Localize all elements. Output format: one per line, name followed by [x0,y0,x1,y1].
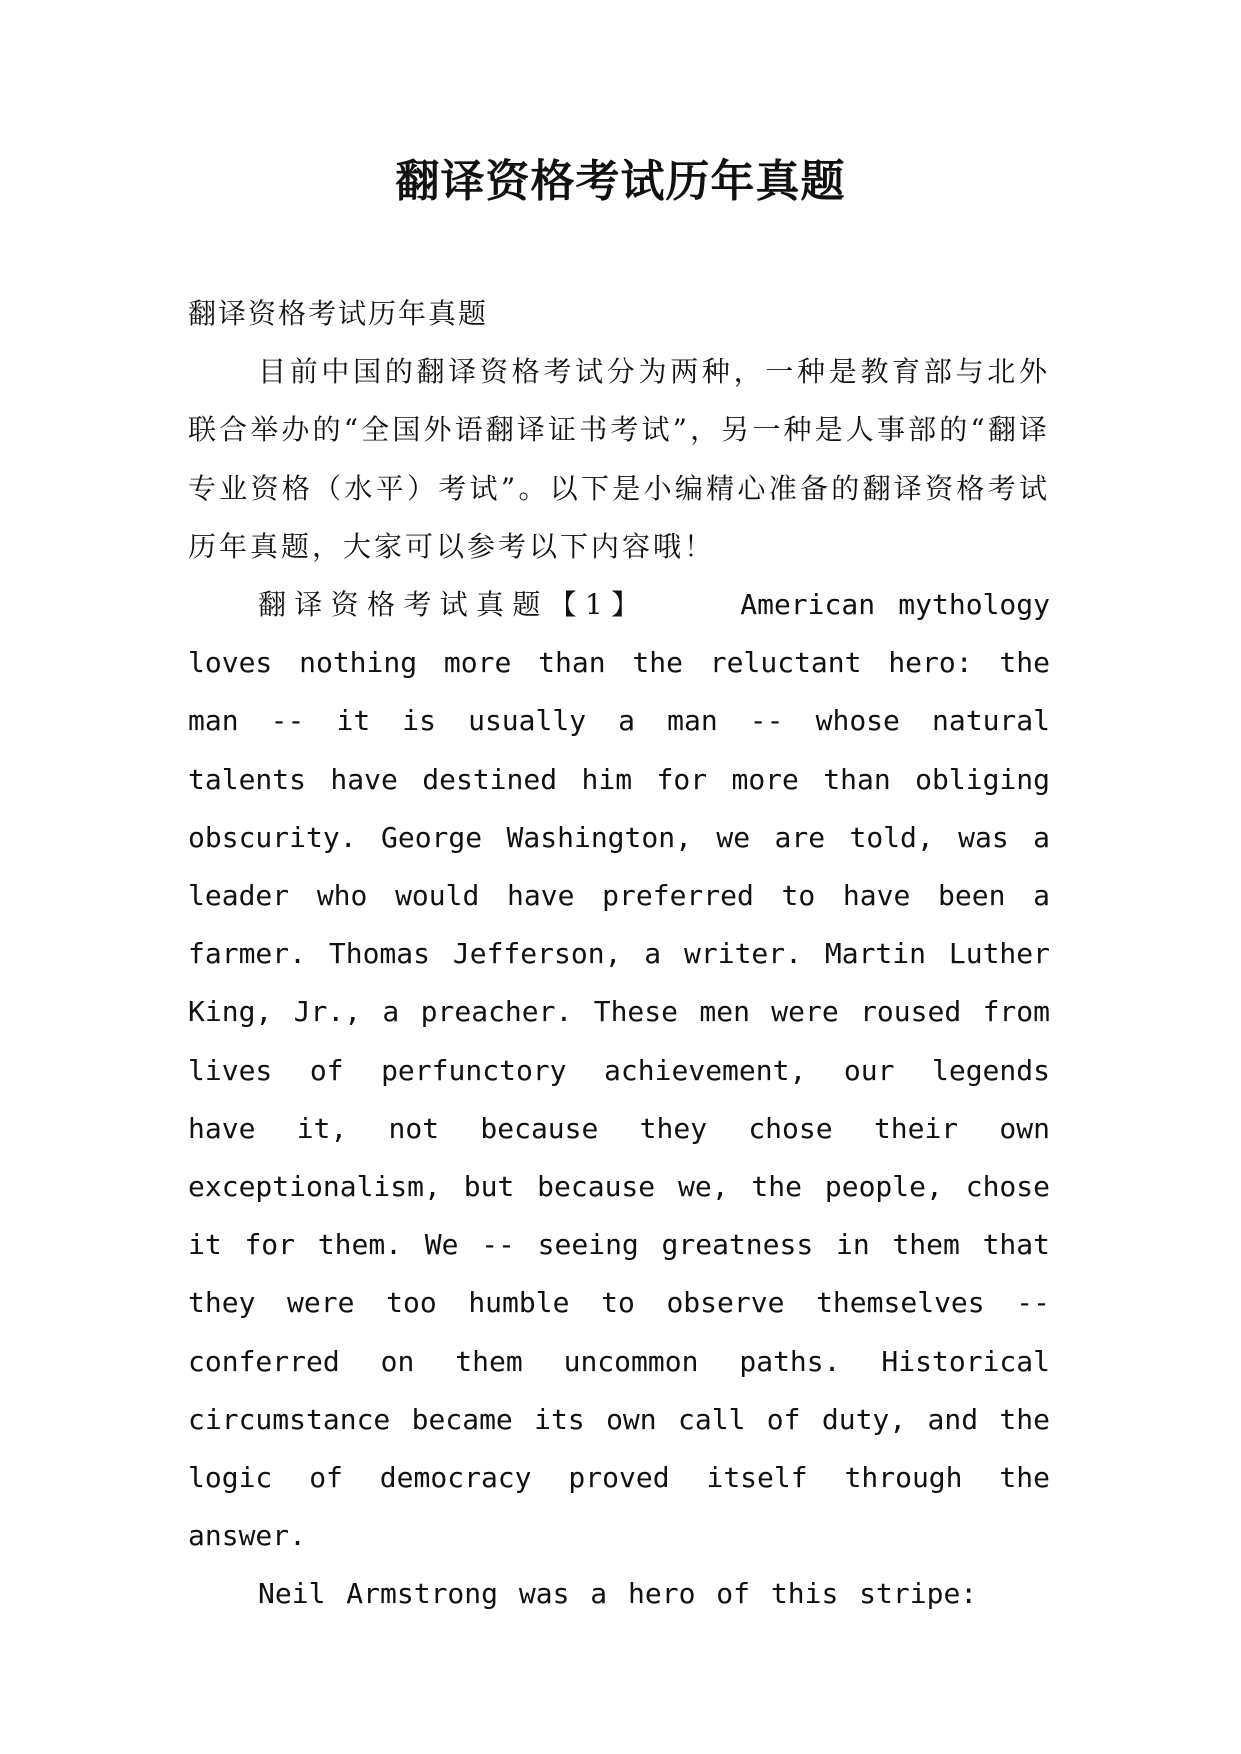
section-heading: 翻译资格考试真题【1】 [258,588,648,622]
document-body [188,285,1050,1624]
passage-paragraph-2: Neil Armstrong was a hero of this stripe: [258,1577,978,1611]
passage-paragraph-1 [188,576,1050,1565]
intro-paragraph: 目前中国的翻译资格考试分为两种，一种是教育部与北外联合举办的“全国外语翻译证书考试”，另一种是人事部的“翻译专业资格（水平）考试”。以下是小编精心准备的翻译资格考试历年真题，大家可以参考以下内容哦！ [188,355,1050,563]
document-subtitle: 翻译资格考试历年真题 [188,297,489,330]
passage-text-1: American mythology loves nothing more than the reluctant hero: the man -- it is usually a man -- whose natural talents have destined him for more than obliging obscurity. George Washington, we are told, was a leader who would have preferred to have been a farmer. Thomas Jefferson, a writer. Martin Luther King, Jr., a preacher. These men were roused from lives of perfunctory achievement, our legends have it, not because they chose their own exceptionalism, but because we, the people, chose it for them. We -- seeing greatness in them that they were too humble to observe themselves -- conferred on them uncommon paths. Historical circumstance became its own call of duty, and the logic of democracy proved itself through the answer. [188,588,1050,1553]
document-title: 翻译资格考试历年真题 [395,156,846,207]
